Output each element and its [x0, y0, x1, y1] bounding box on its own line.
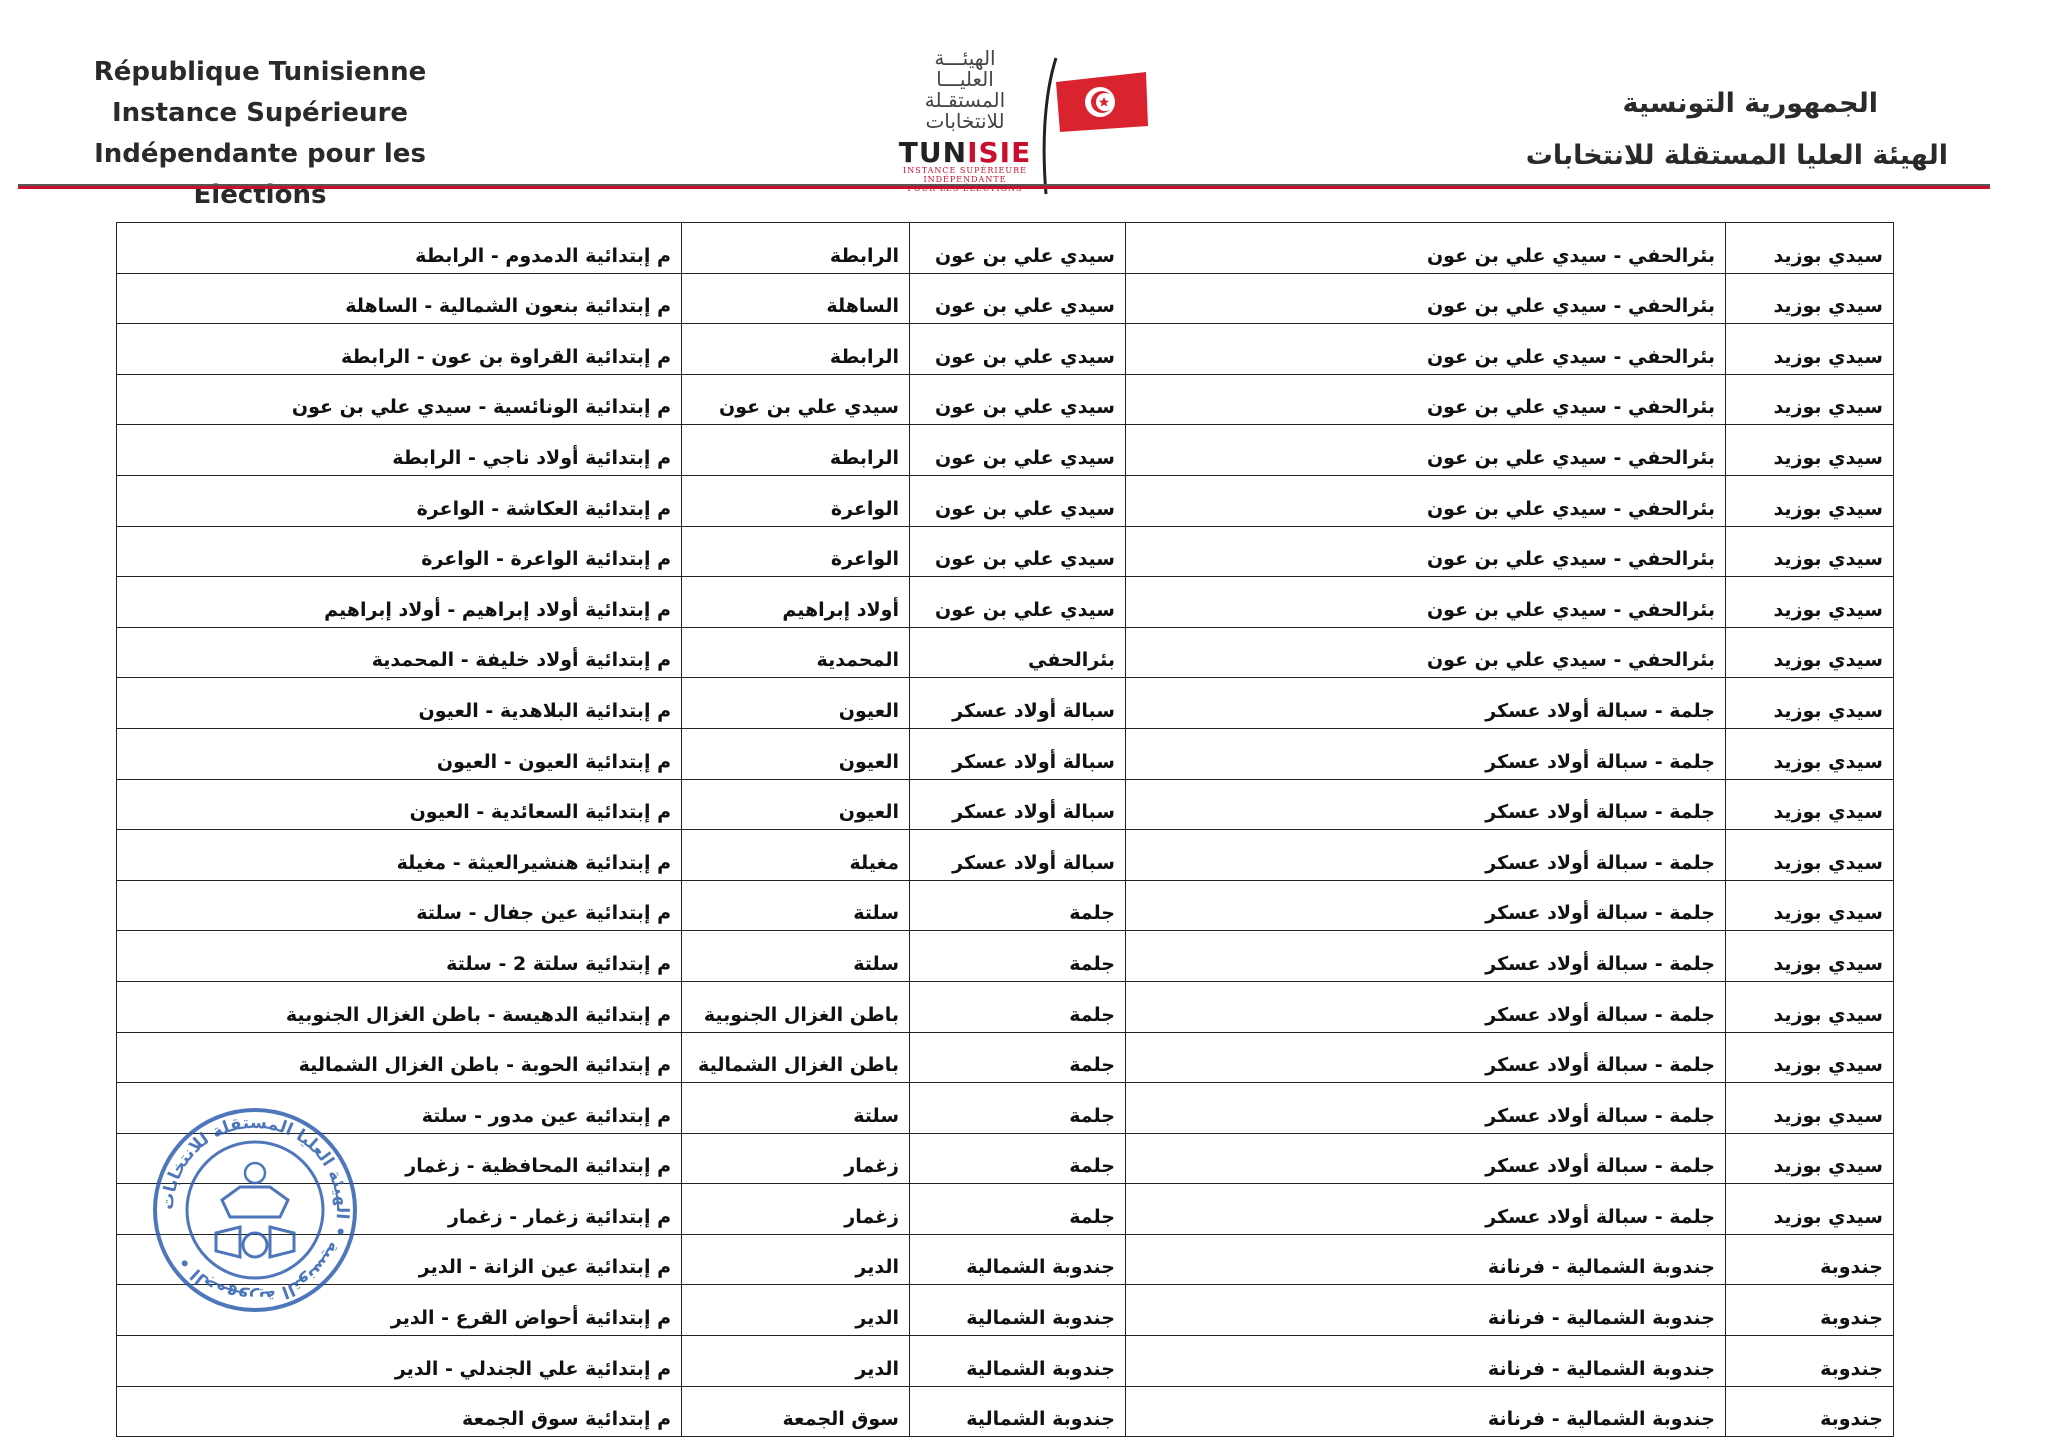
cell-sector: سوق الجمعة [682, 1386, 910, 1437]
cell-delegation: سيدي علي بن عون [910, 526, 1126, 577]
cell-constituency: جندوبة الشمالية - فرنانة [1126, 1234, 1726, 1285]
table-row [117, 374, 1894, 425]
cell-sector: العيون [682, 779, 910, 830]
table-row [117, 1184, 1894, 1235]
cell-polling-station: م إبتدائية المحافظية - زغمار [117, 1133, 682, 1184]
cell-sector: المحمدية [682, 627, 910, 678]
cell-sector: سيدي علي بن عون [682, 374, 910, 425]
cell-constituency: جلمة - سبالة أولاد عسكر [1126, 1032, 1726, 1083]
table-row [117, 728, 1894, 779]
table-row [117, 577, 1894, 628]
cell-delegation: جلمة [910, 1083, 1126, 1134]
tunisian-flag-icon [1052, 70, 1152, 134]
cell-polling-station: م إبتدائية العكاشة - الواعرة [117, 475, 682, 526]
cell-polling-station: م إبتدائية عين جفال - سلتة [117, 880, 682, 931]
cell-polling-station: م إبتدائية أولاد خليفة - المحمدية [117, 627, 682, 678]
cell-sector: أولاد إبراهيم [682, 577, 910, 628]
cell-constituency: بئرالحفي - سيدي علي بن عون [1126, 324, 1726, 375]
cell-sector: الرابطة [682, 223, 910, 274]
cell-governorate: جندوبة [1726, 1386, 1894, 1437]
official-stamp-icon [150, 1105, 360, 1315]
cell-constituency: بئرالحفي - سيدي علي بن عون [1126, 526, 1726, 577]
cell-constituency: جلمة - سبالة أولاد عسكر [1126, 728, 1726, 779]
cell-polling-station: م إبتدائية الونائسية - سيدي علي بن عون [117, 374, 682, 425]
cell-governorate: سيدي بوزيد [1726, 374, 1894, 425]
cell-polling-station: م إبتدائية سلتة 2 - سلتة [117, 931, 682, 982]
cell-governorate: سيدي بوزيد [1726, 324, 1894, 375]
cell-delegation: سيدي علي بن عون [910, 475, 1126, 526]
cell-delegation: سيدي علي بن عون [910, 223, 1126, 274]
cell-constituency: جلمة - سبالة أولاد عسكر [1126, 931, 1726, 982]
french-header-line-2: Instance Supérieure [111, 98, 409, 128]
cell-sector: الدير [682, 1285, 910, 1336]
cell-governorate: سيدي بوزيد [1726, 475, 1894, 526]
table-row [117, 475, 1894, 526]
cell-governorate: سيدي بوزيد [1726, 981, 1894, 1032]
cell-delegation: جلمة [910, 880, 1126, 931]
cell-sector: باطن الغزال الشمالية [682, 1032, 910, 1083]
cell-governorate: سيدي بوزيد [1726, 627, 1894, 678]
table-row [117, 981, 1894, 1032]
french-header-line-3: Indépendante pour les Elections [94, 139, 426, 210]
cell-constituency: جندوبة الشمالية - فرنانة [1126, 1285, 1726, 1336]
cell-constituency: جلمة - سبالة أولاد عسكر [1126, 678, 1726, 729]
stamp-ring-text: الجمهورية التونسية • الهيئة العليا المستقلة للانتخابات • [157, 1112, 353, 1308]
cell-constituency: بئرالحفي - سيدي علي بن عون [1126, 627, 1726, 678]
cell-constituency: جلمة - سبالة أولاد عسكر [1126, 880, 1726, 931]
cell-constituency: بئرالحفي - سيدي علي بن عون [1126, 273, 1726, 324]
cell-constituency: جلمة - سبالة أولاد عسكر [1126, 981, 1726, 1032]
cell-polling-station: م إبتدائية السعائدية - العيون [117, 779, 682, 830]
cell-sector: الساهلة [682, 273, 910, 324]
cell-governorate: سيدي بوزيد [1726, 526, 1894, 577]
logo-subtitle: INSTANCE SUPÉRIEURE INDÉPENDANTE POUR LES ÉLECTIONS [903, 166, 1027, 193]
cell-constituency: جندوبة الشمالية - فرنانة [1126, 1336, 1726, 1387]
cell-constituency: جلمة - سبالة أولاد عسكر [1126, 1133, 1726, 1184]
cell-delegation: جلمة [910, 1032, 1126, 1083]
cell-polling-station: م إبتدائية هنشيرالعيثة - مغيلة [117, 830, 682, 881]
cell-sector: سلتة [682, 1083, 910, 1134]
cell-constituency: بئرالحفي - سيدي علي بن عون [1126, 577, 1726, 628]
table-row [117, 1083, 1894, 1134]
cell-sector: الرابطة [682, 324, 910, 375]
cell-governorate: سيدي بوزيد [1726, 273, 1894, 324]
cell-delegation: سيدي علي بن عون [910, 273, 1126, 324]
cell-governorate: سيدي بوزيد [1726, 1083, 1894, 1134]
cell-delegation: سبالة أولاد عسكر [910, 728, 1126, 779]
cell-sector: سلتة [682, 931, 910, 982]
table-row [117, 627, 1894, 678]
cell-governorate: سيدي بوزيد [1726, 1184, 1894, 1235]
header-divider [18, 184, 1990, 189]
table-row [117, 1285, 1894, 1336]
cell-sector: سلتة [682, 880, 910, 931]
table-row [117, 1032, 1894, 1083]
table-body [117, 223, 1894, 1437]
table-row [117, 273, 1894, 324]
cell-polling-station: م إبتدائية زغمار - زغمار [117, 1184, 682, 1235]
cell-constituency: جلمة - سبالة أولاد عسكر [1126, 779, 1726, 830]
cell-governorate: جندوبة [1726, 1336, 1894, 1387]
cell-polling-station: م إبتدائية سوق الجمعة [117, 1386, 682, 1437]
cell-delegation: جلمة [910, 981, 1126, 1032]
cell-delegation: سبالة أولاد عسكر [910, 779, 1126, 830]
cell-constituency: بئرالحفي - سيدي علي بن عون [1126, 374, 1726, 425]
cell-sector: العيون [682, 728, 910, 779]
table-row [117, 1336, 1894, 1387]
table-row [117, 1133, 1894, 1184]
cell-constituency: جلمة - سبالة أولاد عسكر [1126, 1083, 1726, 1134]
polling-stations-table [116, 222, 1894, 1437]
cell-governorate: سيدي بوزيد [1726, 931, 1894, 982]
cell-polling-station: م إبتدائية الواعرة - الواعرة [117, 526, 682, 577]
cell-sector: الدير [682, 1336, 910, 1387]
cell-delegation: جلمة [910, 1133, 1126, 1184]
table-row [117, 425, 1894, 476]
cell-polling-station: م إبتدائية عين الزانة - الدير [117, 1234, 682, 1285]
cell-delegation: سبالة أولاد عسكر [910, 830, 1126, 881]
french-header [40, 52, 480, 216]
cell-delegation: سيدي علي بن عون [910, 324, 1126, 375]
cell-governorate: سيدي بوزيد [1726, 880, 1894, 931]
table-row [117, 1386, 1894, 1437]
cell-governorate: سيدي بوزيد [1726, 728, 1894, 779]
cell-sector: زغمار [682, 1133, 910, 1184]
cell-delegation: سيدي علي بن عون [910, 577, 1126, 628]
cell-polling-station: م إبتدائية القراوة بن عون - الرابطة [117, 324, 682, 375]
cell-governorate: جندوبة [1726, 1285, 1894, 1336]
table-row [117, 830, 1894, 881]
cell-polling-station: م إبتدائية الدهيسة - باطن الغزال الجنوبية [117, 981, 682, 1032]
cell-delegation: جلمة [910, 931, 1126, 982]
cell-delegation: جندوبة الشمالية [910, 1285, 1126, 1336]
cell-constituency: جلمة - سبالة أولاد عسكر [1126, 1184, 1726, 1235]
cell-polling-station: م إبتدائية الدمدوم - الرابطة [117, 223, 682, 274]
arabic-header [1526, 78, 1948, 182]
cell-polling-station: م إبتدائية الحوبة - باطن الغزال الشمالية [117, 1032, 682, 1083]
arabic-header-line-2: الهيئة العليا المستقلة للانتخابات [1525, 140, 1948, 171]
table-row [117, 1234, 1894, 1285]
french-header-line-1: République Tunisienne [93, 57, 427, 87]
table-row [117, 678, 1894, 729]
cell-delegation: جندوبة الشمالية [910, 1336, 1126, 1387]
cell-governorate: سيدي بوزيد [1726, 577, 1894, 628]
cell-delegation: جندوبة الشمالية [910, 1234, 1126, 1285]
table-row [117, 880, 1894, 931]
cell-constituency: بئرالحفي - سيدي علي بن عون [1126, 475, 1726, 526]
cell-polling-station: م إبتدائية أولاد ناجي - الرابطة [117, 425, 682, 476]
cell-polling-station: م إبتدائية أحواض القرع - الدير [117, 1285, 682, 1336]
cell-polling-station: م إبتدائية أولاد إبراهيم - أولاد إبراهيم [117, 577, 682, 628]
cell-sector: الواعرة [682, 526, 910, 577]
cell-polling-station: م إبتدائية العيون - العيون [117, 728, 682, 779]
table-row [117, 931, 1894, 982]
logo-arabic-text: الهيئـــة العليـــا المستقـلة للانتخابات [924, 46, 1006, 133]
cell-sector: الدير [682, 1234, 910, 1285]
cell-constituency: بئرالحفي - سيدي علي بن عون [1126, 425, 1726, 476]
cell-delegation: سيدي علي بن عون [910, 374, 1126, 425]
cell-polling-station: م إبتدائية علي الجندلي - الدير [117, 1336, 682, 1387]
logo-brand: TUNISIE [898, 136, 1032, 169]
cell-delegation: جلمة [910, 1184, 1126, 1235]
cell-delegation: سيدي علي بن عون [910, 425, 1126, 476]
cell-governorate: سيدي بوزيد [1726, 830, 1894, 881]
cell-sector: باطن الغزال الجنوبية [682, 981, 910, 1032]
cell-sector: زغمار [682, 1184, 910, 1235]
cell-governorate: سيدي بوزيد [1726, 779, 1894, 830]
cell-governorate: سيدي بوزيد [1726, 425, 1894, 476]
cell-sector: العيون [682, 678, 910, 729]
cell-sector: مغيلة [682, 830, 910, 881]
arabic-header-line-1: الجمهورية التونسية [1622, 88, 1878, 119]
cell-constituency: جلمة - سبالة أولاد عسكر [1126, 830, 1726, 881]
table-row [117, 526, 1894, 577]
cell-governorate: سيدي بوزيد [1726, 1133, 1894, 1184]
table-row [117, 324, 1894, 375]
cell-governorate: سيدي بوزيد [1726, 223, 1894, 274]
cell-constituency: جندوبة الشمالية - فرنانة [1126, 1386, 1726, 1437]
table-row [117, 779, 1894, 830]
cell-governorate: سيدي بوزيد [1726, 1032, 1894, 1083]
cell-sector: الرابطة [682, 425, 910, 476]
cell-polling-station: م إبتدائية بنعون الشمالية - الساهلة [117, 273, 682, 324]
table-row [117, 223, 1894, 274]
cell-polling-station: م إبتدائية البلاهدية - العيون [117, 678, 682, 729]
cell-delegation: بئرالحفي [910, 627, 1126, 678]
cell-governorate: جندوبة [1726, 1234, 1894, 1285]
cell-delegation: سبالة أولاد عسكر [910, 678, 1126, 729]
cell-governorate: سيدي بوزيد [1726, 678, 1894, 729]
cell-polling-station: م إبتدائية عين مدور - سلتة [117, 1083, 682, 1134]
cell-sector: الواعرة [682, 475, 910, 526]
cell-constituency: بئرالحفي - سيدي علي بن عون [1126, 223, 1726, 274]
cell-delegation: جندوبة الشمالية [910, 1386, 1126, 1437]
